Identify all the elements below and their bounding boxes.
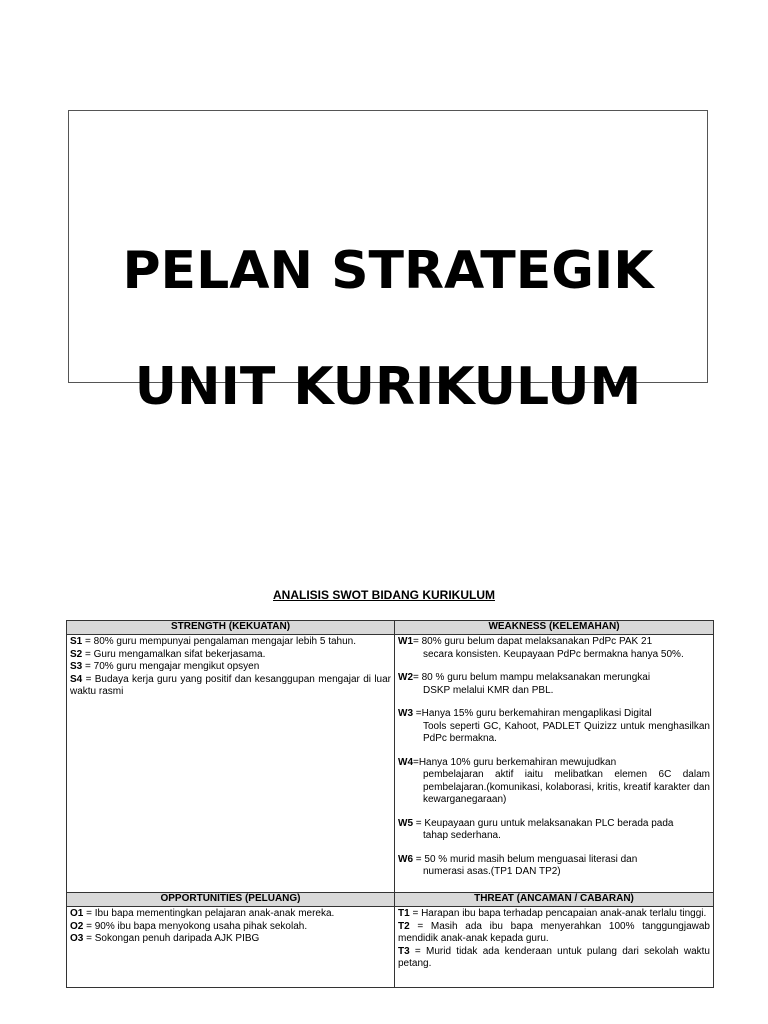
strength-code: S2 xyxy=(70,648,83,660)
threat-item xyxy=(398,921,710,946)
weakness-rest: pembelajaran aktif iaitu melibatkan elemen 6C dalam pembelajaran.(komunikasi, kolaborasi, kritis, kreatif karakter dan kewarganegaraan) xyxy=(423,769,710,805)
opportunities-header: OPPORTUNITIES (PELUANG) xyxy=(67,893,395,907)
weakness-item xyxy=(398,854,710,879)
opportunities-cell xyxy=(67,907,395,988)
threat-code: T2 xyxy=(398,920,410,932)
opportunity-item xyxy=(70,933,391,946)
weakness-lead: = 80 % guru belum mampu melaksanakan merungkai xyxy=(413,672,651,683)
weakness-item xyxy=(398,636,710,661)
strength-cell xyxy=(67,635,395,893)
weakness-lead: = 80% guru belum dapat melaksanakan PdPc PAK 21 xyxy=(413,636,653,647)
threat-code: T1 xyxy=(398,908,410,919)
weakness-code: W3 xyxy=(398,708,413,719)
strength-item xyxy=(70,636,391,649)
threat-item xyxy=(398,946,710,971)
strength-item xyxy=(70,661,391,674)
opportunity-text: = 90% ibu bapa menyokong usaha pihak sekolah. xyxy=(83,920,308,932)
weakness-code: W1 xyxy=(398,636,413,647)
weakness-code: W2 xyxy=(398,672,413,683)
threat-header: THREAT (ANCAMAN / CABARAN) xyxy=(395,893,714,907)
weakness-rest: numerasi asas.(TP1 DAN TP2) xyxy=(423,866,561,877)
threat-text: = Murid tidak ada kenderaan untuk pulang dari sekolah waktu petang. xyxy=(398,945,710,969)
cover-title-line2: UNIT KURIKULUM xyxy=(134,357,642,417)
opportunity-code: O2 xyxy=(70,920,84,932)
opportunity-code: O1 xyxy=(70,908,84,919)
weakness-code: W4 xyxy=(398,756,413,768)
strength-item xyxy=(70,649,391,662)
strength-header: STRENGTH (KEKUATAN) xyxy=(67,621,395,635)
cover-title-line1: PELAN STRATEGIK xyxy=(122,241,654,301)
weakness-cell xyxy=(395,635,714,893)
weakness-rest: tahap sederhana. xyxy=(423,830,501,841)
threat-cell xyxy=(395,907,714,988)
opportunity-text: = Sokongan penuh daripada AJK PIBG xyxy=(83,933,260,944)
strength-text: = Budaya kerja guru yang positif dan kesanggupan mengajar di luar waktu rasmi xyxy=(70,673,391,697)
weakness-code: W5 xyxy=(398,817,413,829)
opportunity-code: O3 xyxy=(70,933,84,944)
strength-text: = Guru mengamalkan sifat bekerjasama. xyxy=(82,648,266,660)
opportunity-item xyxy=(70,908,391,921)
weakness-item xyxy=(398,708,710,746)
threat-code: T3 xyxy=(398,945,410,957)
weakness-item xyxy=(398,818,710,843)
weakness-lead: = 50 % murid masih belum menguasai literasi dan xyxy=(413,853,638,865)
threat-item xyxy=(398,908,710,921)
weakness-rest: Tools seperti GC, Kahoot, PADLET Quizizz untuk menghasilkan PdPc bermakna. xyxy=(423,720,710,744)
weakness-lead: =Hanya 10% guru berkemahiran mewujudkan xyxy=(413,756,617,768)
swot-heading: ANALISIS SWOT BIDANG KURIKULUM xyxy=(273,588,495,602)
strength-text: = 80% guru mempunyai pengalaman mengajar lebih 5 tahun. xyxy=(82,636,357,647)
weakness-item xyxy=(398,757,710,807)
weakness-lead: =Hanya 15% guru berkemahiran mengaplikasi Digital xyxy=(413,708,652,719)
strength-code: S4 xyxy=(70,673,83,685)
threat-text: = Harapan ibu bapa terhadap pencapaian anak-anak terlalu tinggi. xyxy=(409,908,707,919)
weakness-rest: DSKP melalui KMR dan PBL. xyxy=(423,684,554,696)
opportunity-text: = Ibu bapa mementingkan pelajaran anak-anak mereka. xyxy=(83,908,335,919)
weakness-rest: secara konsisten. Keupayaan PdPc bermakna hanya 50%. xyxy=(423,648,684,660)
cover-title-box xyxy=(68,110,708,417)
strength-text: = 70% guru mengajar mengikut opsyen xyxy=(82,661,260,672)
swot-table xyxy=(66,620,714,988)
strength-code: S1 xyxy=(70,636,83,647)
weakness-lead: = Keupayaan guru untuk melaksanakan PLC berada pada xyxy=(413,817,674,829)
opportunity-item xyxy=(70,921,391,934)
weakness-code: W6 xyxy=(398,853,413,865)
threat-text: = Masih ada ibu bapa menyerahkan 100% tanggungjawab mendidik anak-anak kepada guru. xyxy=(398,920,710,944)
strength-code: S3 xyxy=(70,661,83,672)
weakness-item xyxy=(398,672,710,697)
weakness-header: WEAKNESS (KELEMAHAN) xyxy=(395,621,714,635)
strength-item xyxy=(70,674,391,699)
